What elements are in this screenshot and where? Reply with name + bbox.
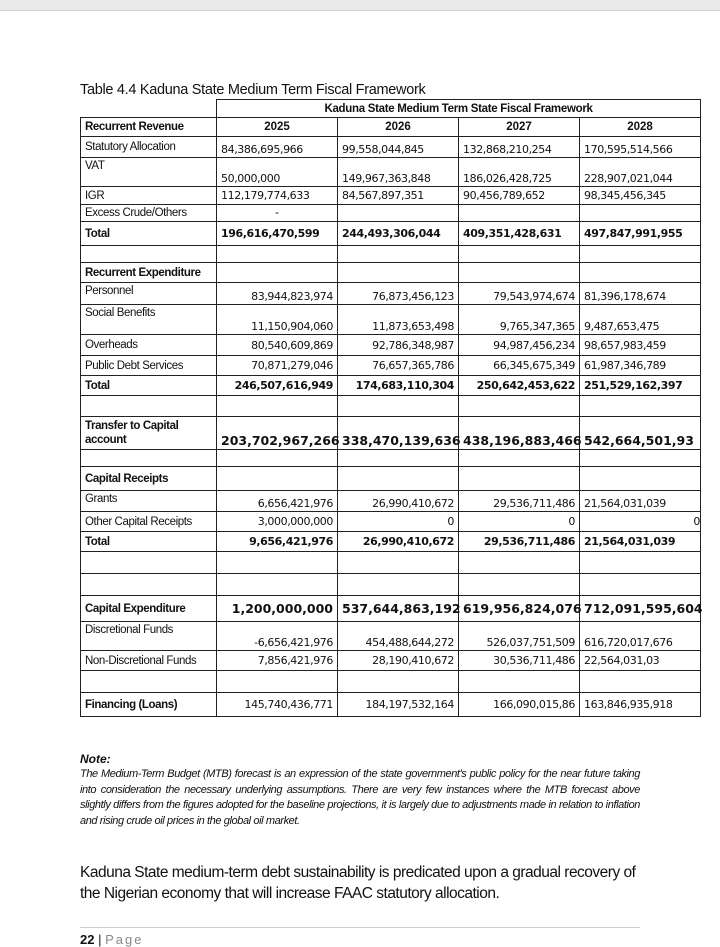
value-cell: 454,488,644,272 [338,622,459,651]
value-cell: 98,345,456,345 [580,187,701,205]
value-cell: 526,037,751,509 [459,622,580,651]
recurrent-expenditure-header: Recurrent Expenditure [81,263,217,283]
value-cell: 99,558,044,845 [338,137,459,158]
value-cell: 30,536,711,486 [459,651,580,671]
spacer-row [81,671,701,693]
table-row [81,596,701,622]
spacer-row [81,450,701,467]
value-cell: 79,543,974,674 [459,283,580,305]
value-cell: 145,740,436,771 [217,693,338,717]
row-label: Non-Discretional Funds [81,651,217,671]
value-cell: 29,536,711,486 [459,532,580,552]
table-caption: Table 4.4 Kaduna State Medium Term Fiscal Framework [80,82,426,98]
spacer-row [81,552,701,574]
table-row [81,622,701,651]
table-row [81,263,701,283]
value-cell: 66,345,675,349 [459,356,580,376]
value-cell: 149,967,363,848 [338,158,459,187]
financing-label: Financing (Loans) [81,693,217,717]
table-row [81,222,701,246]
value-cell: 170,595,514,566 [580,137,701,158]
row-label: Total [81,376,217,396]
note-heading: Note: [80,752,111,766]
value-cell: 497,847,991,955 [580,222,701,246]
value-cell: 0 [338,512,459,532]
value-cell: 21,564,031,039 [580,532,701,552]
value-cell: 22,564,031,03 [580,651,701,671]
framework-title: Kaduna State Medium Term State Fiscal Framework [217,100,701,118]
value-cell: 1,200,000,000 [217,596,338,622]
table-row [81,137,701,158]
row-label: Personnel [81,283,217,305]
value-cell: 712,091,595,604 [580,596,701,622]
value-cell: 251,529,162,397 [580,376,701,396]
page-number: 22 [80,932,95,947]
value-cell: 92,786,348,987 [338,335,459,356]
page-word: Page [105,932,144,947]
table-row [81,205,701,222]
value-cell: 84,386,695,966 [217,137,338,158]
value-cell: 246,507,616,949 [217,376,338,396]
value-cell: 76,873,456,123 [338,283,459,305]
value-cell: 81,396,178,674 [580,283,701,305]
capital-receipts-header: Capital Receipts [81,467,217,491]
table-row [81,651,701,671]
value-cell: 174,683,110,304 [338,376,459,396]
value-cell: 196,616,470,599 [217,222,338,246]
row-label: Public Debt Services [81,356,217,376]
value-cell: 76,657,365,786 [338,356,459,376]
value-cell: 9,487,653,475 [580,305,701,335]
value-cell: 84,567,897,351 [338,187,459,205]
note-text: The Medium-Term Budget (MTB) forecast is an expression of the state government's public policy for the near future taking into consideration the necessary underlying assumptions. There are very few instances where the MTB forecast above slightly differs from the figures adopted for the baseline projections, it is largely due to adjustments made in relation to inflation and rising crude oil prices in the global oil market. [80,768,640,827]
year-header: 2025 [217,118,338,137]
row-label: IGR [81,187,217,205]
page-footer [80,927,640,947]
value-cell: 184,197,532,164 [338,693,459,717]
value-cell: 132,868,210,254 [459,137,580,158]
year-header: 2026 [338,118,459,137]
row-label: VAT [81,158,217,187]
row-label: Discretional Funds [81,622,217,651]
table-row [81,187,701,205]
spacer-row [81,396,701,417]
year-header: 2028 [580,118,701,137]
table-row [81,305,701,335]
row-label: Statutory Allocation [81,137,217,158]
value-cell: 203,702,967,266 [217,417,338,450]
transfer-label [81,417,217,450]
table-row [81,491,701,512]
value-cell: -6,656,421,976 [217,622,338,651]
recurrent-revenue-header: Recurrent Revenue [81,118,217,137]
value-cell: - [217,205,338,222]
value-cell: 26,990,410,672 [338,491,459,512]
value-cell: 50,000,000 [217,158,338,187]
table-row [81,417,701,450]
value-cell: 21,564,031,039 [580,491,701,512]
value-cell: 7,856,421,976 [217,651,338,671]
table-row [81,158,701,187]
table-row [81,283,701,305]
value-cell: 70,871,279,046 [217,356,338,376]
table-row [81,356,701,376]
value-cell: 438,196,883,466 [459,417,580,450]
value-cell: 9,656,421,976 [217,532,338,552]
fiscal-framework-table [80,99,701,717]
value-cell: 90,456,789,652 [459,187,580,205]
table-row [81,532,701,552]
value-cell: 338,470,139,636 [338,417,459,450]
value-cell: 26,990,410,672 [338,532,459,552]
row-label: Overheads [81,335,217,356]
row-label: Total [81,222,217,246]
value-cell: 619,956,824,076 [459,596,580,622]
value-cell: 163,846,935,918 [580,693,701,717]
value-cell: 250,642,453,622 [459,376,580,396]
table-row [81,335,701,356]
row-label: Grants [81,491,217,512]
transfer-label-line2: account [85,434,127,446]
value-cell: 112,179,774,633 [217,187,338,205]
value-cell: 166,090,015,86 [459,693,580,717]
value-cell: 3,000,000,000 [217,512,338,532]
value-cell: 0 [459,512,580,532]
value-cell: 537,644,863,192 [338,596,459,622]
value-cell: 94,987,456,234 [459,335,580,356]
table-row [81,512,701,532]
value-cell: 80,540,609,869 [217,335,338,356]
top-bar [0,0,720,11]
value-cell: 11,873,653,498 [338,305,459,335]
value-cell: 98,657,983,459 [580,335,701,356]
value-cell: 0 [580,512,701,532]
value-cell: 11,150,904,060 [217,305,338,335]
capital-expenditure-header: Capital Expenditure [81,596,217,622]
value-cell: 616,720,017,676 [580,622,701,651]
table-title-row [81,100,701,118]
value-cell: 9,765,347,365 [459,305,580,335]
row-label: Excess Crude/Others [81,205,217,222]
value-cell: 83,944,823,974 [217,283,338,305]
body-paragraph: Kaduna State medium-term debt sustainability is predicated upon a gradual recovery of the Nigerian economy that will increase FAAC statutory allocation. [80,864,636,902]
value-cell: 28,190,410,672 [338,651,459,671]
spacer-row [81,246,701,263]
table-row [81,467,701,491]
spacer-row [81,574,701,596]
header-row [81,118,701,137]
value-cell: 61,987,346,789 [580,356,701,376]
transfer-label-line1: Transfer to Capital [85,420,179,432]
value-cell: 6,656,421,976 [217,491,338,512]
value-cell: 244,493,306,044 [338,222,459,246]
value-cell: 409,351,428,631 [459,222,580,246]
value-cell: 29,536,711,486 [459,491,580,512]
row-label: Total [81,532,217,552]
footer-separator: | [94,932,106,947]
value-cell: 228,907,021,044 [580,158,701,187]
value-cell: 186,026,428,725 [459,158,580,187]
table-row [81,376,701,396]
table-row [81,693,701,717]
value-cell: 542,664,501,93 [580,417,701,450]
row-label: Other Capital Receipts [81,512,217,532]
year-header: 2027 [459,118,580,137]
row-label: Social Benefits [81,305,217,335]
